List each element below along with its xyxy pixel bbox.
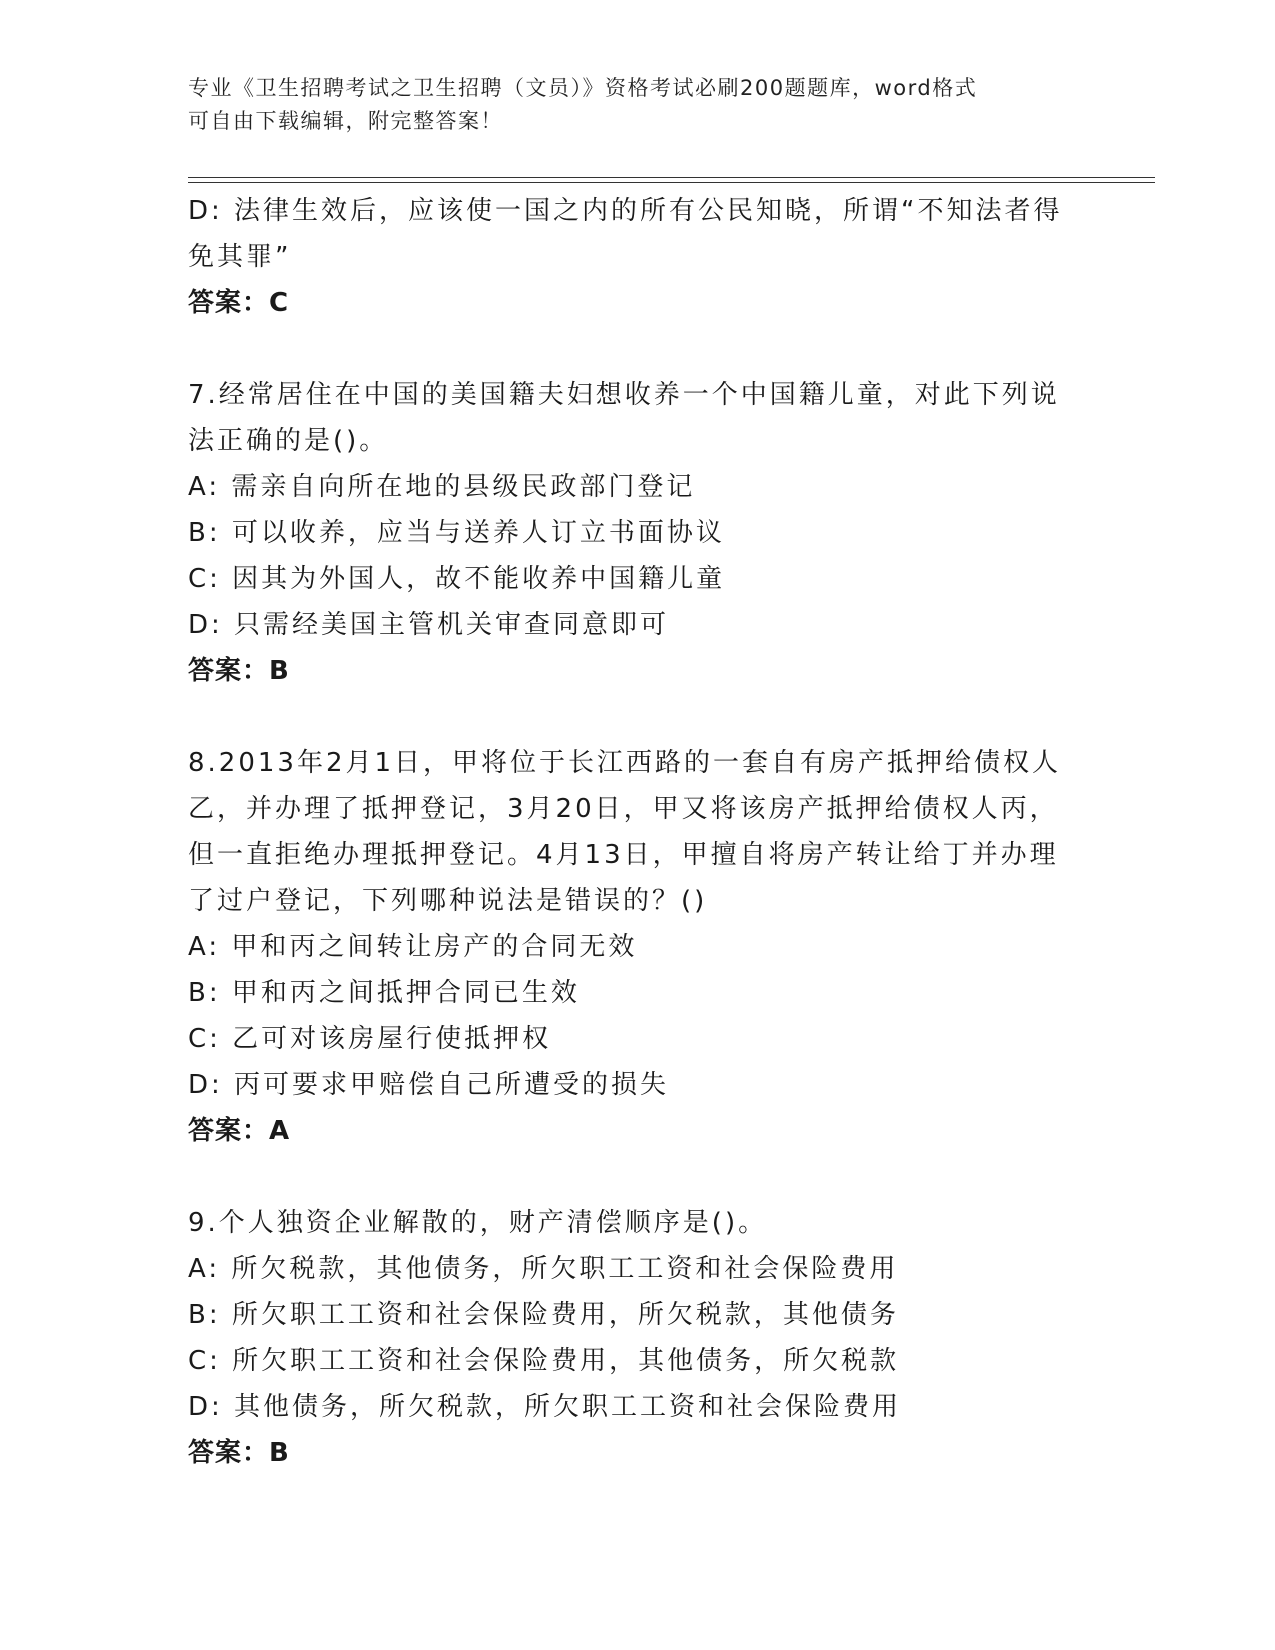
q9-answer: 答案：B	[188, 1438, 290, 1468]
spacer	[188, 694, 1088, 740]
question-8	[188, 740, 1088, 1154]
spacer	[188, 1154, 1088, 1200]
q9-stem-line-1: 9.个人独资企业解散的，财产清偿顺序是()。	[188, 1208, 768, 1238]
question-9	[188, 1200, 1088, 1476]
q8-stem-line-1: 8.2013年2月1日，甲将位于长江西路的一套自有房产抵押给债权人	[188, 748, 1062, 778]
q6-option-d-line-1: D: 法律生效后，应该使一国之内的所有公民知晓，所谓“不知法者得	[188, 196, 1063, 226]
q7-option-b: B: 可以收养，应当与送养人订立书面协议	[188, 518, 725, 548]
q8-option-c: C: 乙可对该房屋行使抵押权	[188, 1024, 552, 1054]
spacer	[188, 326, 1088, 372]
q8-stem-line-3: 但一直拒绝办理抵押登记。4月13日，甲擅自将房产转让给丁并办理	[188, 840, 1059, 870]
q8-option-a: A: 甲和丙之间转让房产的合同无效	[188, 932, 638, 962]
q9-option-a: A: 所欠税款，其他债务，所欠职工工资和社会保险费用	[188, 1254, 899, 1284]
q9-option-c: C: 所欠职工工资和社会保险费用，其他债务，所欠税款	[188, 1346, 900, 1376]
q9-option-d: D: 其他债务，所欠税款，所欠职工工资和社会保险费用	[188, 1392, 902, 1422]
q6-option-d-line-2: 免其罪”	[188, 242, 292, 272]
q8-option-b: B: 甲和丙之间抵押合同已生效	[188, 978, 580, 1008]
q7-option-a: A: 需亲自向所在地的县级民政部门登记	[188, 472, 696, 502]
q8-stem-line-2: 乙，并办理了抵押登记，3月20日，甲又将该房产抵押给债权人丙，	[188, 794, 1059, 824]
q7-stem-line-2: 法正确的是()。	[188, 426, 389, 456]
q8-option-d: D: 丙可要求甲赔偿自己所遭受的损失	[188, 1070, 670, 1100]
q7-stem-line-1: 7.经常居住在中国的美国籍夫妇想收养一个中国籍儿童，对此下列说	[188, 380, 1060, 410]
header-line-1: 专业《卫生招聘考试之卫生招聘（文员）》资格考试必刷200题题库，word格式	[188, 76, 978, 100]
header-line-2: 可自由下载编辑，附完整答案！	[188, 109, 503, 133]
q7-option-c: C: 因其为外国人，故不能收养中国籍儿童	[188, 564, 726, 594]
page-header	[188, 72, 1068, 138]
q8-stem-line-4: 了过户登记，下列哪种说法是错误的？()	[188, 886, 708, 916]
q7-answer: 答案：B	[188, 656, 290, 686]
question-6-tail	[188, 188, 1088, 326]
q8-answer: 答案：A	[188, 1116, 291, 1146]
q9-option-b: B: 所欠职工工资和社会保险费用，所欠税款，其他债务	[188, 1300, 899, 1330]
question-7	[188, 372, 1088, 694]
q7-option-d: D: 只需经美国主管机关审查同意即可	[188, 610, 670, 640]
document-body	[188, 188, 1088, 1476]
header-divider	[188, 177, 1155, 183]
q6-answer: 答案：C	[188, 288, 290, 318]
